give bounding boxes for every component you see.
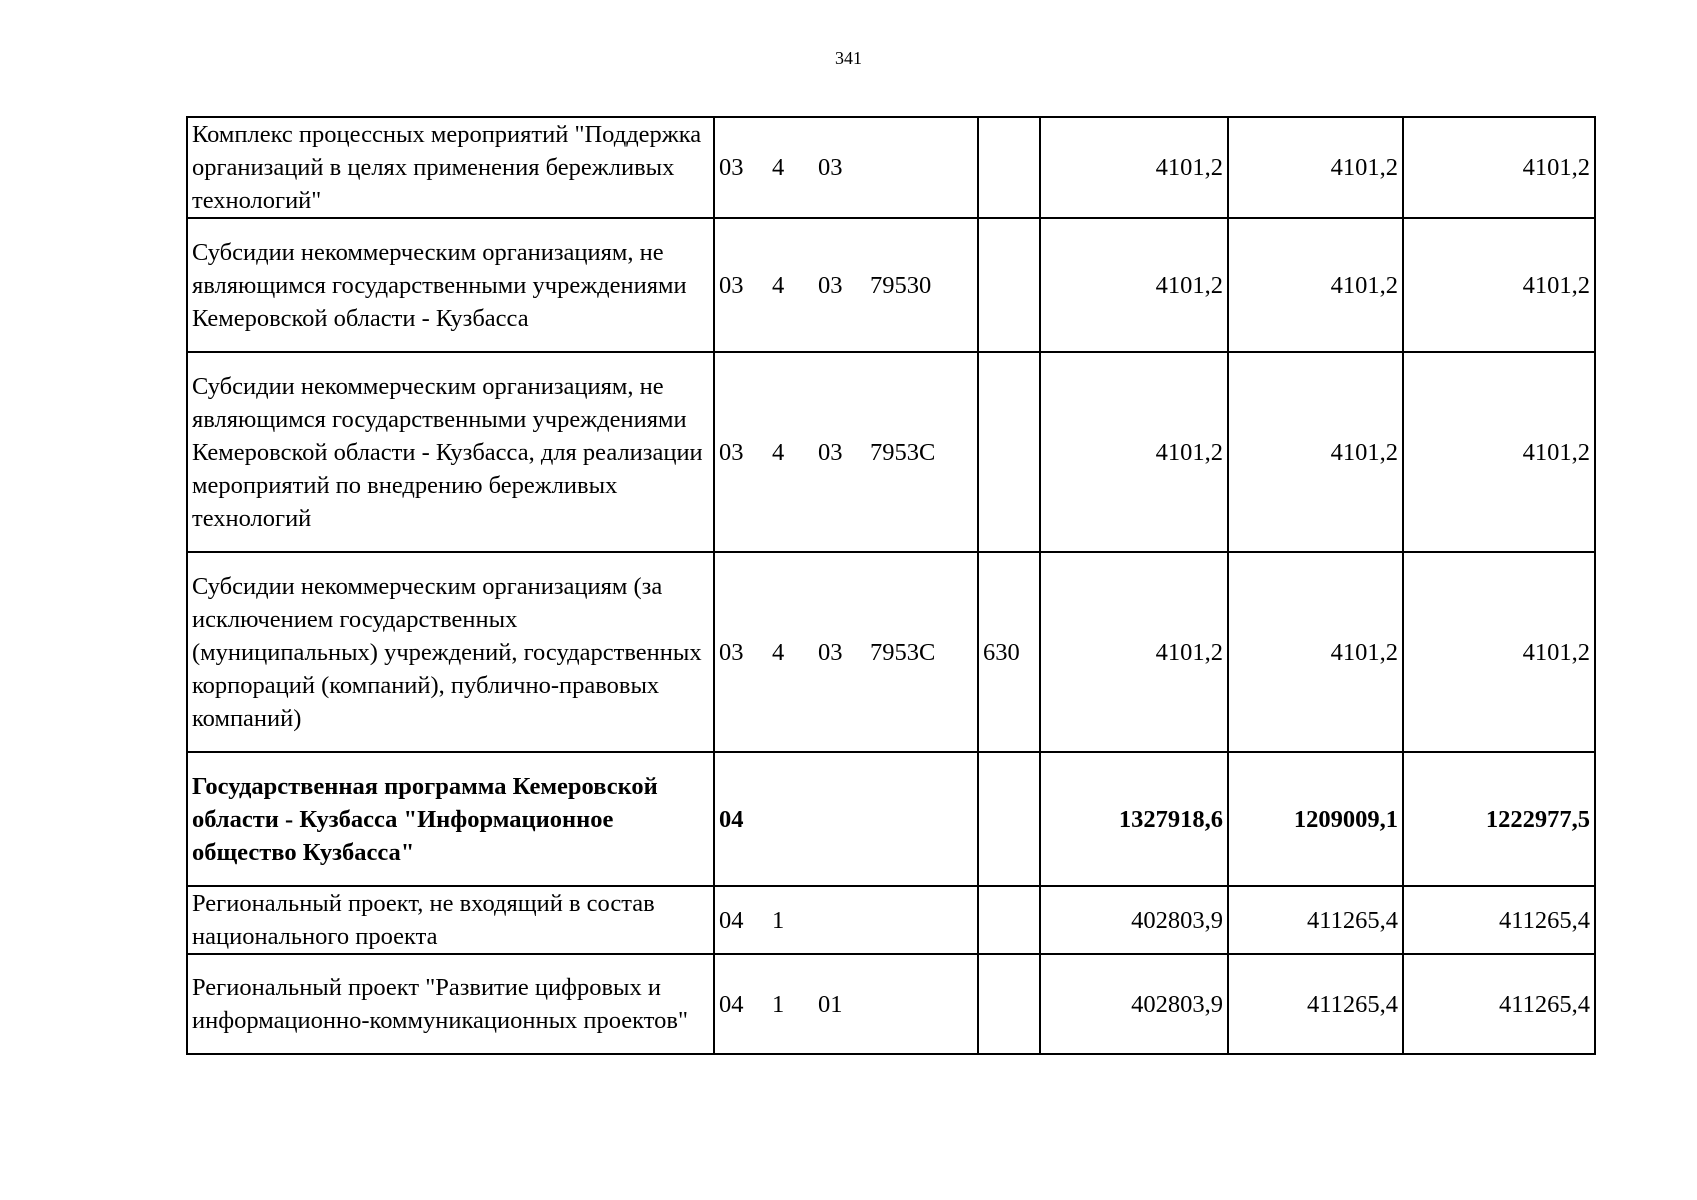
amount-year-2: 4101,2 (1228, 117, 1403, 218)
amount-year-3: 4101,2 (1403, 352, 1595, 552)
row-name: Субсидии некоммерческим организациям (за исключением государственных (муниципальных) учреждений, государственных корпораций (компаний), публично-правовых компаний) (187, 552, 714, 752)
row-codes (714, 752, 978, 886)
table-row (187, 352, 1595, 552)
section-code: 03 (719, 638, 744, 666)
subsection-code: 4 (772, 638, 785, 666)
table-row (187, 218, 1595, 352)
amount-year-1: 402803,9 (1040, 954, 1228, 1054)
table-row (187, 954, 1595, 1054)
expense-type (978, 886, 1040, 954)
group-code: 03 (818, 154, 843, 181)
amount-year-2: 411265,4 (1228, 886, 1403, 954)
amount-year-1: 4101,2 (1040, 117, 1228, 218)
amount-year-1: 4101,2 (1040, 352, 1228, 552)
amount-year-3: 411265,4 (1403, 886, 1595, 954)
expense-type (978, 752, 1040, 886)
row-codes (714, 552, 978, 752)
subsection-code: 1 (772, 906, 785, 934)
table-row (187, 117, 1595, 218)
amount-year-1: 4101,2 (1040, 552, 1228, 752)
table-row (187, 886, 1595, 954)
subsection-code: 4 (772, 438, 785, 466)
group-code: 01 (818, 990, 843, 1018)
row-codes (714, 218, 978, 352)
row-codes (714, 352, 978, 552)
section-code: 04 (719, 990, 744, 1018)
budget-table (186, 116, 1596, 1055)
section-code: 03 (719, 154, 744, 181)
row-name: Региональный проект, не входящий в состав национального проекта (187, 886, 714, 954)
group-code: 03 (818, 271, 843, 299)
row-name: Субсидии некоммерческим организациям, не являющимся государственными учреждениями Кемеровской области - Кузбасса, для реализации мероприятий по внедрению бережливых технологий (187, 352, 714, 552)
row-name: Комплекс процессных мероприятий "Поддержка организаций в целях применения бережливых технологий" (187, 117, 714, 218)
group-code: 03 (818, 438, 843, 466)
amount-year-2: 1209009,1 (1228, 752, 1403, 886)
section-code: 03 (719, 271, 744, 299)
article-code: 7953С (870, 438, 936, 466)
row-codes (714, 117, 978, 218)
section-code: 04 (719, 805, 744, 833)
row-codes (714, 954, 978, 1054)
table-row (187, 752, 1595, 886)
section-code: 04 (719, 906, 744, 934)
amount-year-3: 4101,2 (1403, 117, 1595, 218)
row-codes (714, 886, 978, 954)
amount-year-3: 1222977,5 (1403, 752, 1595, 886)
expense-type (978, 352, 1040, 552)
amount-year-2: 4101,2 (1228, 352, 1403, 552)
row-name: Региональный проект "Развитие цифровых и информационно-коммуникационных проектов" (187, 954, 714, 1054)
amount-year-2: 411265,4 (1228, 954, 1403, 1054)
amount-year-2: 4101,2 (1228, 218, 1403, 352)
subsection-code: 4 (772, 154, 785, 181)
amount-year-2: 4101,2 (1228, 552, 1403, 752)
expense-type: 630 (978, 552, 1040, 752)
amount-year-3: 4101,2 (1403, 552, 1595, 752)
amount-year-1: 402803,9 (1040, 886, 1228, 954)
expense-type (978, 117, 1040, 218)
amount-year-3: 411265,4 (1403, 954, 1595, 1054)
amount-year-1: 4101,2 (1040, 218, 1228, 352)
subsection-code: 4 (772, 271, 785, 299)
subsection-code: 1 (772, 990, 785, 1018)
row-name: Государственная программа Кемеровской области - Кузбасса "Информационное общество Кузбасса" (187, 752, 714, 886)
article-code: 7953С (870, 638, 936, 666)
group-code: 03 (818, 638, 843, 666)
amount-year-1: 1327918,6 (1040, 752, 1228, 886)
page-number: 341 (835, 48, 862, 68)
expense-type (978, 954, 1040, 1054)
article-code: 79530 (870, 271, 932, 299)
section-code: 03 (719, 438, 744, 466)
amount-year-3: 4101,2 (1403, 218, 1595, 352)
expense-type (978, 218, 1040, 352)
table-row (187, 552, 1595, 752)
row-name: Субсидии некоммерческим организациям, не являющимся государственными учреждениями Кемеровской области - Кузбасса (187, 218, 714, 352)
